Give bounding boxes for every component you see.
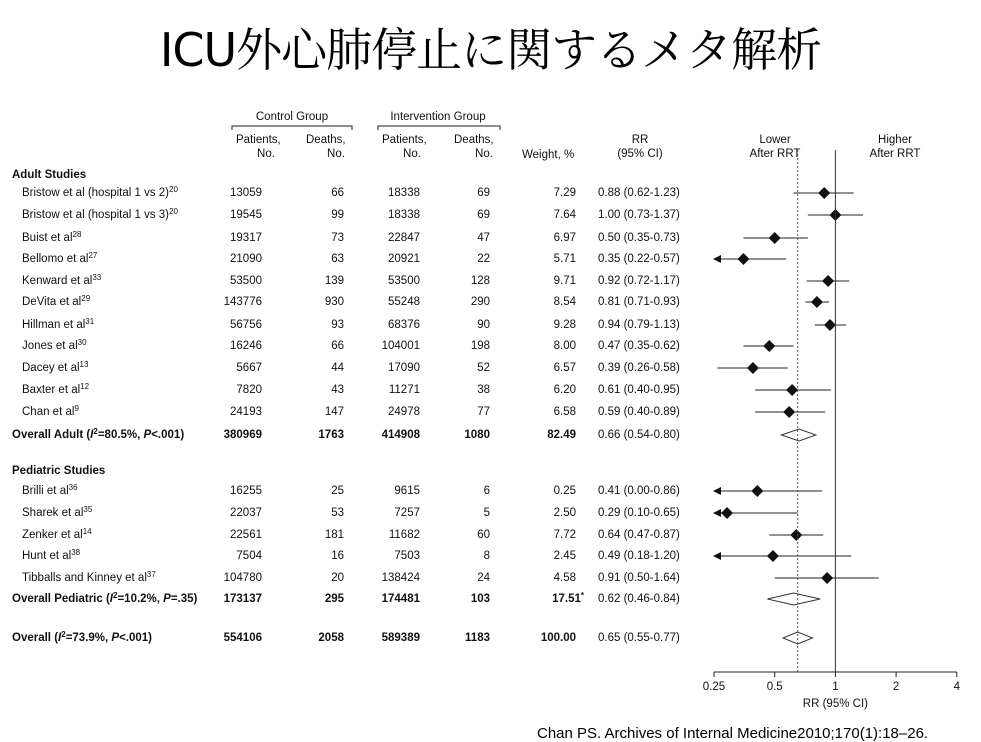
section-0-study-9-intervention-deaths: 38 <box>477 384 490 396</box>
section-0-study-6-name-text: Hillman et al <box>22 319 86 331</box>
section-1-summary-intervention-deaths: 103 <box>470 593 490 605</box>
section-1-study-2-control-deaths: 181 <box>324 529 344 541</box>
section-0-study-7-name-text: Jones et al <box>22 340 78 352</box>
overall-control-deaths: 2058 <box>318 632 344 644</box>
section-0-summary-diamond <box>781 429 815 441</box>
overall-weight: 100.00 <box>540 632 576 644</box>
section-0-study-6-rr-text: 0.94 (0.79-1.13) <box>598 319 680 331</box>
section-0-heading: Adult Studies <box>12 169 87 181</box>
section-0-study-2-intervention-patients: 22847 <box>388 232 420 244</box>
section-0-study-4-weight: 9.71 <box>553 275 576 287</box>
section-0-summary-control-patients: 380969 <box>223 429 262 441</box>
section-0-summary-i2: =80.5%, <box>97 429 144 441</box>
section-0-study-6-ref: 31 <box>85 317 95 326</box>
section-0-study-2-control-deaths: 73 <box>331 232 344 244</box>
control-patients-header-line2: No. <box>257 148 275 160</box>
section-0-study-9-weight: 6.20 <box>553 384 576 396</box>
section-1-study-2-ref: 14 <box>82 527 92 536</box>
section-1-study-4-name-text: Tibballs and Kinney et al <box>22 572 147 584</box>
lower-after-rrt-header-line1: Lower <box>759 134 791 146</box>
section-0-study-2-name-text: Buist et al <box>22 232 73 244</box>
section-0-study-2-weight: 6.97 <box>553 232 576 244</box>
section-0-study-2-ref: 28 <box>72 230 82 239</box>
section-0-study-5-name-text: DeVita et al <box>22 296 82 308</box>
overall-label-text: Overall ( <box>12 632 59 644</box>
section-0-study-7-intervention-patients: 104001 <box>381 340 420 352</box>
section-1-study-0-control-deaths: 25 <box>331 485 344 497</box>
section-0-study-3-control-deaths: 63 <box>331 253 344 265</box>
section-0-study-3-ci-arrow <box>713 255 721 263</box>
section-1-summary-weight: 17.51* <box>552 591 584 605</box>
citation: Chan PS. Archives of Internal Medicine2010;170(1):18–26. <box>537 725 929 742</box>
section-0-study-4-name-text: Kenward et al <box>22 275 93 287</box>
section-0-study-3-name-text: Bellomo et al <box>22 253 89 265</box>
section-0-study-8-rr-text: 0.39 (0.26-0.58) <box>598 362 680 374</box>
section-0-study-6-point <box>824 319 836 331</box>
section-0-study-4-ref: 33 <box>92 273 102 282</box>
section-0-summary-label-text: Overall Adult ( <box>12 429 91 441</box>
section-1-heading: Pediatric Studies <box>12 465 106 477</box>
section-1-study-2-name-text: Zenker et al <box>22 529 83 541</box>
control-group-header: Control Group <box>255 111 329 123</box>
section-1-study-1-control-deaths: 53 <box>331 507 344 519</box>
section-0-summary-weight: 82.49 <box>547 429 576 441</box>
section-1-summary-diamond <box>767 593 820 605</box>
section-0-study-3-intervention-patients: 20921 <box>388 253 420 265</box>
section-0-study-0-point <box>818 187 830 199</box>
section-1-study-3-intervention-patients: 7503 <box>394 550 420 562</box>
overall-intervention-patients: 589389 <box>381 632 420 644</box>
section-1-study-1-intervention-patients: 7257 <box>394 507 420 519</box>
section-0-study-8-control-deaths: 44 <box>331 362 344 374</box>
section-1-study-3-intervention-deaths: 8 <box>483 550 490 562</box>
section-0-study-4-control-deaths: 139 <box>324 275 344 287</box>
section-0-study-8-weight: 6.57 <box>553 362 576 374</box>
section-1-summary-i2: =10.2%, <box>117 593 164 605</box>
section-0-study-9-control-deaths: 43 <box>331 384 344 396</box>
section-0-summary-label: Overall Adult ($I^2=80.5\%$, P<.001) <box>12 427 185 441</box>
section-1-study-3-rr-text: 0.49 (0.18-1.20) <box>598 550 680 562</box>
higher-after-rrt-header-line2: After RRT <box>869 148 921 160</box>
intervention-patients-header-line2: No. <box>403 148 421 160</box>
section-0-study-5-intervention-deaths: 290 <box>470 296 490 308</box>
section-0-study-1-control-deaths: 99 <box>331 209 344 221</box>
section-1-study-1-point <box>721 507 733 519</box>
section-0-study-5-rr-text: 0.81 (0.71-0.93) <box>598 296 680 308</box>
section-1-study-4-ref: 37 <box>146 570 156 579</box>
section-1-summary-control-patients: 173137 <box>223 593 262 605</box>
section-0-study-7-control-patients: 16246 <box>230 340 262 352</box>
section-0-study-7-point <box>763 340 775 352</box>
section-0-study-2-control-patients: 19317 <box>230 232 262 244</box>
section-0-study-0-rr-text: 0.88 (0.62-1.23) <box>598 187 680 199</box>
section-0-study-9-ref: 12 <box>80 382 90 391</box>
section-0-study-4-intervention-patients: 53500 <box>388 275 420 287</box>
section-0-study-7-ref: 30 <box>77 338 87 347</box>
section-1-summary-control-deaths: 295 <box>324 593 344 605</box>
section-0-study-5-weight: 8.54 <box>553 296 576 308</box>
overall-i2: =73.9%, <box>65 632 112 644</box>
control-group-bracket <box>232 126 352 130</box>
section-0-study-4-point <box>822 275 834 287</box>
section-0-study-2-point <box>769 232 781 244</box>
section-0-study-7-control-deaths: 66 <box>331 340 344 352</box>
slide-title: ICU外心肺停止に関するメタ解析 <box>159 23 822 77</box>
section-0-study-6-intervention-patients: 68376 <box>388 319 420 331</box>
x-axis-label: RR (95% CI) <box>802 698 868 710</box>
section-0-study-6-weight: 9.28 <box>553 319 576 331</box>
section-0-study-7-intervention-deaths: 198 <box>470 340 490 352</box>
section-1-study-2-rr-text: 0.64 (0.47-0.87) <box>598 529 680 541</box>
section-1-study-0-rr-text: 0.41 (0.00-0.86) <box>598 485 680 497</box>
intervention-group-header: Intervention Group <box>390 111 486 123</box>
section-0-summary-p: <.001) <box>151 429 185 441</box>
section-1-study-2-point <box>790 529 802 541</box>
intervention-group-bracket <box>378 126 500 130</box>
section-0-study-2-intervention-deaths: 47 <box>477 232 490 244</box>
section-0-study-8-control-patients: 5667 <box>236 362 262 374</box>
section-1-study-0-point <box>751 485 763 497</box>
section-1-study-4-control-patients: 104780 <box>223 572 262 584</box>
section-1-study-1-intervention-deaths: 5 <box>483 507 490 519</box>
section-0-study-9-control-patients: 7820 <box>236 384 262 396</box>
section-0-study-9-point <box>786 384 798 396</box>
section-1-study-3-weight: 2.45 <box>553 550 576 562</box>
section-1-study-4-point <box>821 572 833 584</box>
overall-control-patients: 554106 <box>223 632 262 644</box>
higher-after-rrt-header-line1: Higher <box>878 134 912 146</box>
section-1-study-0-ci-arrow <box>713 487 721 495</box>
section-0-study-10-intervention-deaths: 77 <box>477 406 490 418</box>
intervention-deaths-header-line2: No. <box>475 148 493 160</box>
section-0-study-3-point <box>737 253 749 265</box>
section-0-study-1-rr-text: 1.00 (0.73-1.37) <box>598 209 680 221</box>
section-1-study-1-ref: 35 <box>83 505 93 514</box>
section-0-study-10-control-patients: 24193 <box>230 406 262 418</box>
section-1-study-3-control-deaths: 16 <box>331 550 344 562</box>
section-0-study-9-rr-text: 0.61 (0.40-0.95) <box>598 384 680 396</box>
section-1-summary-weight-mark: * <box>580 591 584 600</box>
section-1-study-0-weight: 0.25 <box>553 485 576 497</box>
control-patients-header-line1: Patients, <box>236 134 281 146</box>
section-0-study-2-rr-text: 0.50 (0.35-0.73) <box>598 232 680 244</box>
section-0-study-3-weight: 5.71 <box>553 253 576 265</box>
section-1-study-3-ci-arrow <box>713 552 721 560</box>
section-0-study-8-name-text: Dacey et al <box>22 362 80 374</box>
section-0-study-9-intervention-patients: 11271 <box>388 384 420 396</box>
section-1-study-1-control-patients: 22037 <box>230 507 262 519</box>
section-0-study-7-weight: 8.00 <box>553 340 576 352</box>
section-0-study-5-control-patients: 143776 <box>223 296 262 308</box>
section-0-summary-intervention-patients: 414908 <box>381 429 420 441</box>
section-1-study-1-weight: 2.50 <box>553 507 576 519</box>
section-1-study-0-intervention-patients: 9615 <box>394 485 420 497</box>
section-0-study-1-weight: 7.64 <box>553 209 576 221</box>
control-deaths-header-line1: Deaths, <box>306 134 346 146</box>
section-0-study-8-ref: 13 <box>79 360 89 369</box>
control-deaths-header-line2: No. <box>327 148 345 160</box>
overall-label: Overall ($I^2=73.9\%$, P<.001) <box>12 630 153 644</box>
section-0-study-0-weight: 7.29 <box>553 187 576 199</box>
section-1-study-4-intervention-patients: 138424 <box>381 572 420 584</box>
section-1-study-4-intervention-deaths: 24 <box>477 572 490 584</box>
section-1-study-3-control-patients: 7504 <box>236 550 262 562</box>
section-0-study-0-control-patients: 13059 <box>230 187 262 199</box>
section-0-study-8-intervention-deaths: 52 <box>477 362 490 374</box>
rr-header-line1: RR <box>631 134 649 146</box>
section-0-study-0-intervention-deaths: 69 <box>477 187 490 199</box>
section-0-study-4-intervention-deaths: 128 <box>470 275 490 287</box>
section-1-study-0-intervention-deaths: 6 <box>483 485 490 497</box>
section-0-study-10-ref: 9 <box>74 404 79 413</box>
section-0-study-3-control-patients: 21090 <box>230 253 262 265</box>
section-1-study-0-control-patients: 16255 <box>230 485 262 497</box>
section-0-study-0-ref: 20 <box>169 185 178 194</box>
intervention-patients-header-line1: Patients, <box>382 134 427 146</box>
section-0-summary-control-deaths: 1763 <box>318 429 344 441</box>
x-tick-label-4: 4 <box>953 681 960 693</box>
section-0-study-5-control-deaths: 930 <box>324 296 344 308</box>
x-tick-label-3: 2 <box>892 681 900 693</box>
section-0-study-3-rr-text: 0.35 (0.22-0.57) <box>598 253 680 265</box>
section-0-study-6-intervention-deaths: 90 <box>477 319 490 331</box>
x-tick-label-2: 1 <box>832 681 839 693</box>
section-0-summary-rr-text: 0.66 (0.54-0.80) <box>598 429 680 441</box>
section-1-summary-rr-text: 0.62 (0.46-0.84) <box>598 593 680 605</box>
section-1-study-3-point <box>767 550 779 562</box>
section-1-study-1-ci-arrow <box>713 509 721 517</box>
section-1-study-1-rr-text: 0.29 (0.10-0.65) <box>598 507 680 519</box>
section-1-study-0-name-text: Brilli et al <box>22 485 69 497</box>
overall-intervention-deaths: 1183 <box>465 632 490 644</box>
section-0-study-1-intervention-patients: 18338 <box>388 209 420 221</box>
section-0-summary-intervention-deaths: 1080 <box>464 429 490 441</box>
weight-header: Weight, % <box>522 149 575 161</box>
section-0-study-5-point <box>811 296 823 308</box>
section-0-study-8-intervention-patients: 17090 <box>388 362 420 374</box>
section-1-summary-p: =.35) <box>170 593 198 605</box>
section-0-study-3-ref: 27 <box>88 251 98 260</box>
section-0-study-10-name-text: Chan et al <box>22 406 75 418</box>
section-1-study-2-intervention-deaths: 60 <box>477 529 490 541</box>
section-0-study-4-rr-text: 0.92 (0.72-1.17) <box>598 275 680 287</box>
section-0-study-1-name-text: Bristow et al (hospital 1 vs 3) <box>22 209 170 221</box>
x-tick-label-0: 0.25 <box>702 681 726 693</box>
rr-header-line2: (95% CI) <box>617 148 663 160</box>
overall-rr-text: 0.65 (0.55-0.77) <box>598 632 680 644</box>
section-0-study-5-intervention-patients: 55248 <box>388 296 420 308</box>
section-0-study-8-point <box>747 362 759 374</box>
lower-after-rrt-header-line2: After RRT <box>749 148 801 160</box>
section-1-study-4-rr-text: 0.91 (0.50-1.64) <box>598 572 680 584</box>
intervention-deaths-header-line1: Deaths, <box>454 134 494 146</box>
section-1-study-3-name-text: Hunt et al <box>22 550 72 562</box>
x-tick-label-1: 0.5 <box>766 681 783 693</box>
section-0-study-10-point <box>783 406 795 418</box>
section-0-study-10-control-deaths: 147 <box>324 406 344 418</box>
section-0-study-6-control-patients: 56756 <box>230 319 262 331</box>
section-1-study-3-ref: 38 <box>71 548 81 557</box>
section-0-study-0-control-deaths: 66 <box>331 187 344 199</box>
section-0-study-3-intervention-deaths: 22 <box>477 253 490 265</box>
section-1-study-0-ref: 36 <box>68 483 78 492</box>
section-0-study-5-ref: 29 <box>81 294 91 303</box>
section-1-study-1-name-text: Sharek et al <box>22 507 84 519</box>
section-1-summary-intervention-patients: 174481 <box>381 593 420 605</box>
section-0-study-10-rr-text: 0.59 (0.40-0.89) <box>598 406 680 418</box>
section-0-study-10-intervention-patients: 24978 <box>388 406 420 418</box>
section-0-study-1-control-patients: 19545 <box>230 209 262 221</box>
section-0-study-9-name-text: Baxter et al <box>22 384 81 396</box>
section-1-study-2-weight: 7.72 <box>553 529 576 541</box>
section-1-summary-label: Overall Pediatric ($I^2=10.2\%$, P=.35) <box>12 591 198 605</box>
section-1-study-2-intervention-patients: 11682 <box>388 529 420 541</box>
section-1-study-4-control-deaths: 20 <box>331 572 344 584</box>
overall-p: <.001) <box>119 632 153 644</box>
section-0-study-10-weight: 6.58 <box>553 406 576 418</box>
section-1-study-4-weight: 4.58 <box>553 572 576 584</box>
section-0-study-6-control-deaths: 93 <box>331 319 344 331</box>
section-0-study-4-control-patients: 53500 <box>230 275 262 287</box>
section-0-study-0-intervention-patients: 18338 <box>388 187 420 199</box>
section-1-summary-label-text: Overall Pediatric ( <box>12 593 110 605</box>
section-0-study-1-intervention-deaths: 69 <box>477 209 490 221</box>
section-1-study-2-control-patients: 22561 <box>230 529 262 541</box>
section-0-study-7-rr-text: 0.47 (0.35-0.62) <box>598 340 680 352</box>
section-0-study-0-name-text: Bristow et al (hospital 1 vs 2) <box>22 187 170 199</box>
section-0-study-1-ref: 20 <box>169 207 178 216</box>
